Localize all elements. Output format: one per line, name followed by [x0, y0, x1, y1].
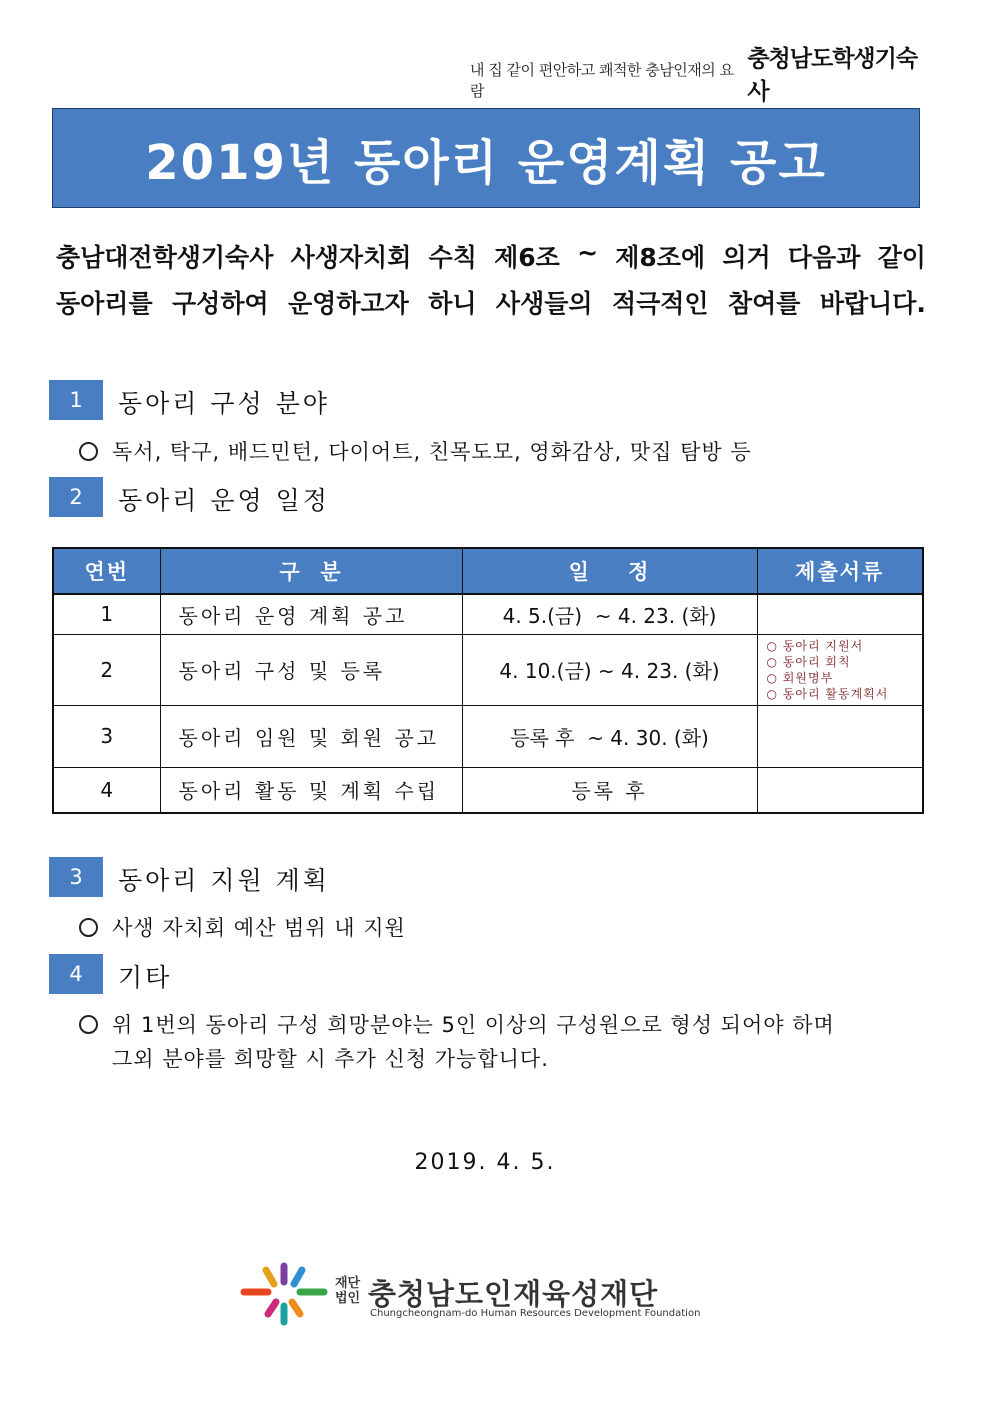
column-header: 제출서류 [757, 548, 923, 594]
row-number: 2 [53, 634, 160, 705]
row-docs [757, 705, 923, 767]
row-date: 4. 10.(금) ~ 4. 23. (화) [462, 634, 757, 705]
row-number: 3 [53, 705, 160, 767]
row-docs [757, 594, 923, 634]
schedule-table [52, 547, 924, 814]
row-docs [757, 767, 923, 813]
table-row [53, 767, 923, 813]
doc-item: ○ 동아리 활동계획서 [767, 686, 922, 702]
title-banner [52, 108, 920, 208]
section-number: 4 [49, 954, 103, 994]
intro-word: 제6조 [494, 243, 560, 272]
top-header [470, 46, 930, 106]
header-slogan: 내 집 같이 편안하고 쾌적한 충남인재의 요람 [470, 61, 734, 100]
intro-word: 바랍니다. [819, 289, 926, 318]
bullet-text: 사생 자치회 예산 범위 내 지원 [112, 916, 406, 940]
header-org-name: 충청남도학생기숙사 [747, 46, 918, 105]
row-item: 동아리 구성 및 등록 [160, 634, 462, 705]
intro-word: 적극적인 [611, 289, 709, 318]
section-bullet [79, 912, 406, 942]
section-bullet [79, 436, 752, 466]
bullet-text: 독서, 탁구, 배드민턴, 다이어트, 친목도모, 영화감상, 맛집 탐방 등 [112, 440, 752, 464]
section-title: 기타 [118, 963, 173, 992]
row-date: 등록 후 [462, 767, 757, 813]
foundation-type-line: 재단 [335, 1276, 361, 1291]
doc-item: ○ 회원명부 [767, 670, 922, 686]
notice-date: 2019. 4. 5. [414, 1150, 556, 1175]
row-item: 동아리 임원 및 회원 공고 [160, 705, 462, 767]
foundation-type-line: 법인 [335, 1291, 361, 1306]
intro-word: 수칙 [428, 243, 477, 272]
section-title: 동아리 운영 일정 [118, 486, 330, 515]
section-bullet [79, 1009, 835, 1039]
foundation-emblem-icon [238, 1258, 330, 1328]
table-row [53, 705, 923, 767]
column-header: 구 분 [160, 548, 462, 594]
page-title: 2019년 동아리 운영계획 공고 [145, 134, 827, 191]
row-item: 동아리 운영 계획 공고 [160, 594, 462, 634]
foundation-type-label [335, 1276, 360, 1306]
required-docs-list [759, 636, 922, 704]
foundation-logo [238, 1258, 701, 1328]
intro-word: 동아리를 [56, 289, 153, 318]
section-number: 2 [49, 477, 103, 517]
intro-word: ~ [577, 238, 599, 267]
table-row [53, 594, 923, 634]
foundation-name: 충청남도인재육성재단 [368, 1277, 659, 1311]
section-number: 1 [49, 380, 103, 420]
intro-word: 참여를 [727, 289, 801, 318]
intro-word: 사생자치회 [290, 243, 412, 272]
table-row [53, 634, 923, 705]
intro-line-2 [56, 284, 926, 320]
section-title: 동아리 지원 계획 [118, 866, 330, 895]
row-number: 4 [53, 767, 160, 813]
row-number: 1 [53, 594, 160, 634]
circle-bullet-icon [79, 918, 98, 937]
circle-bullet-icon [79, 442, 98, 461]
row-docs [757, 634, 923, 705]
intro-word: 사생들의 [495, 289, 593, 318]
doc-item: ○ 동아리 회칙 [767, 654, 922, 670]
circle-bullet-icon [79, 1015, 98, 1034]
foundation-english-name: Chungcheongnam-do Human Resources Development Foundation [370, 1308, 701, 1319]
intro-word: 충남대전학생기숙사 [56, 243, 274, 272]
intro-word: 제8조에 [615, 243, 706, 272]
intro-line-1 [56, 238, 926, 274]
doc-item: ○ 동아리 지원서 [767, 638, 922, 654]
section-title: 동아리 구성 분야 [118, 389, 330, 418]
section-number: 3 [49, 857, 103, 897]
row-date: 등록 후 ~ 4. 30. (화) [462, 705, 757, 767]
intro-word: 운영하고자 [288, 289, 409, 318]
intro-word: 하니 [428, 289, 477, 318]
intro-word: 다음과 [787, 243, 861, 272]
row-item: 동아리 활동 및 계획 수립 [160, 767, 462, 813]
intro-word: 같이 [877, 243, 926, 272]
intro-word: 의거 [722, 243, 771, 272]
bullet-text: 위 1번의 동아리 구성 희망분야는 5인 이상의 구성원으로 형성 되어야 하며 [112, 1013, 835, 1037]
row-date: 4. 5.(금) ~ 4. 23. (화) [462, 594, 757, 634]
section-bullet-continuation: 그외 분야를 희망할 시 추가 신청 가능합니다. [112, 1047, 549, 1071]
column-header: 연번 [53, 548, 160, 594]
table-header-row [53, 548, 923, 594]
column-header: 일 정 [462, 548, 757, 594]
intro-word: 구성하여 [172, 289, 269, 318]
